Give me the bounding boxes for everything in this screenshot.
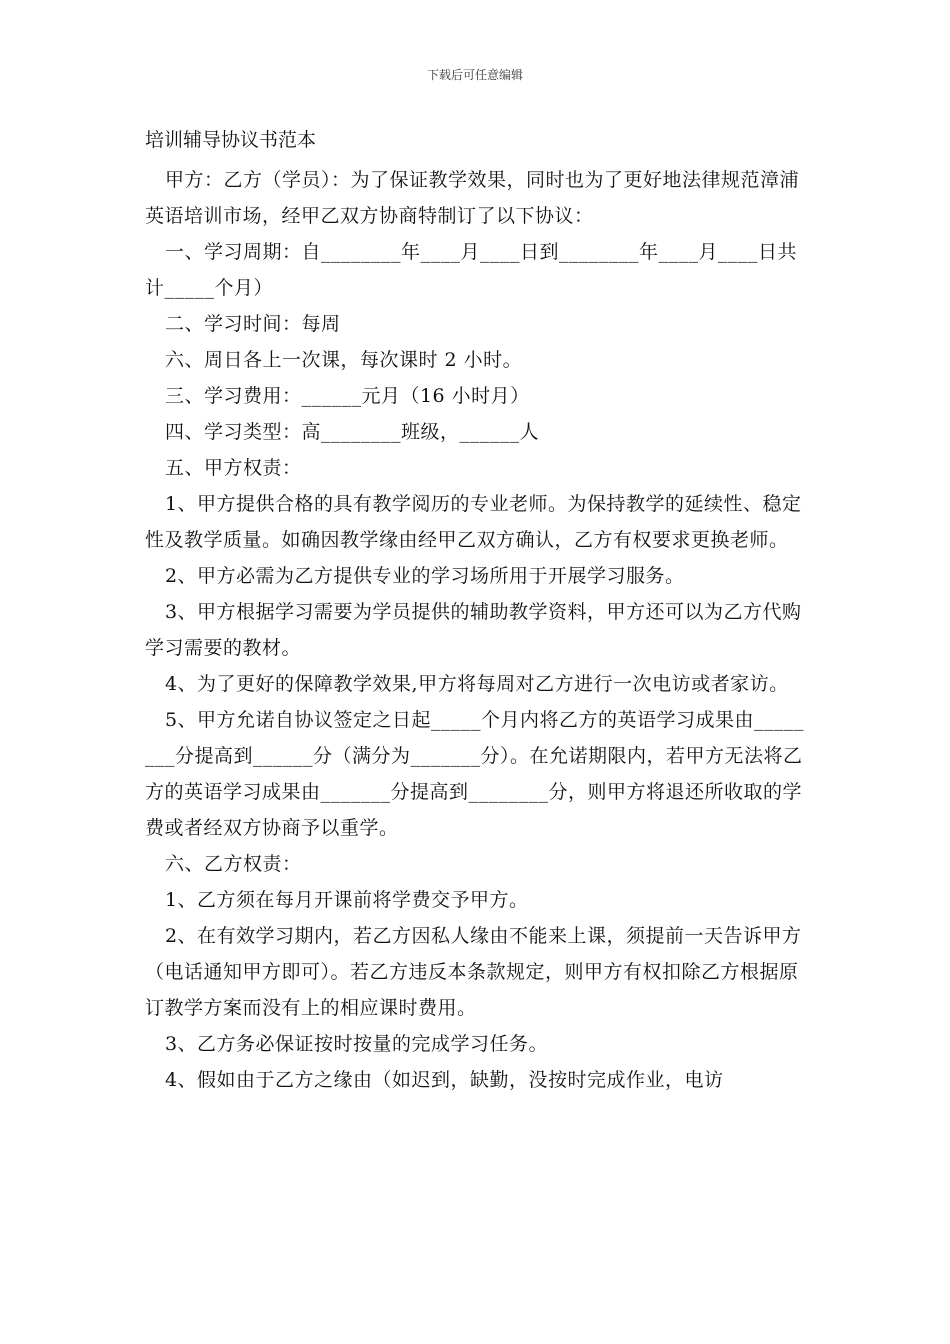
paragraph-party-b-4: 4、假如由于乙方之缘由（如迟到，缺勤，没按时完成作业，电访	[164, 1069, 724, 1091]
paragraph-intro: 甲方：乙方（学员）：为了保证教学效果，同时也为了更好地法律规范漳浦英语培训市场，经甲乙双方协商特制订了以下协议：	[145, 169, 799, 227]
paragraph-party-a-2: 2、甲方必需为乙方提供专业的学习场所用于开展学习服务。	[164, 565, 685, 587]
paragraph-party-a-4: 4、为了更好的保障教学效果,甲方将每周对乙方进行一次电访或者家访。	[164, 673, 789, 695]
paragraph-party-a-heading: 五、甲方权责：	[164, 457, 302, 479]
paragraph-study-period: 一、学习周期：自________年____月____日到________年____月____日共计_____个月）	[145, 241, 797, 299]
document-body	[145, 124, 810, 1098]
document-title: 培训辅导协议书范本	[145, 129, 317, 151]
paragraph-class-schedule: 六、周日各上一次课，每次课时 2 小时。	[164, 349, 523, 371]
paragraph-party-a-5: 5、甲方允诺自协议签定之日起_____个月内将乙方的英语学习成果由________分提高到______分（满分为_______分）。在允诺期限内，若甲方无法将乙方的英语学习成果由_______分提高到________分，则甲方将退还所收取的学费或者经双方协商予以重学。	[145, 709, 805, 839]
paragraph-party-a-1: 1、甲方提供合格的具有教学阅历的专业老师。为保持教学的延续性、稳定性及教学质量。如确因教学缘由经甲乙双方确认，乙方有权要求更换老师。	[145, 493, 802, 551]
paragraph-class-type: 四、学习类型：高________班级，______人	[164, 421, 539, 443]
paragraph-party-a-3: 3、甲方根据学习需要为学员提供的辅助教学资料，甲方还可以为乙方代购学习需要的教材。	[145, 601, 802, 659]
page-header: 下载后可任意编辑	[426, 68, 523, 82]
paragraph-party-b-2: 2、在有效学习期内，若乙方因私人缘由不能来上课，须提前一天告诉甲方（电话通知甲方即可）。若乙方违反本条款规定，则甲方有权扣除乙方根据原订教学方案而没有上的相应课时费用。	[145, 925, 802, 1019]
paragraph-fee: 三、学习费用：______元月（16 小时月）	[164, 385, 530, 407]
paragraph-party-b-1: 1、乙方须在每月开课前将学费交予甲方。	[164, 889, 529, 911]
paragraph-party-b-heading: 六、乙方权责：	[164, 853, 302, 875]
paragraph-party-b-3: 3、乙方务必保证按时按量的完成学习任务。	[164, 1033, 549, 1055]
paragraph-study-time: 二、学习时间：每周	[164, 313, 341, 335]
